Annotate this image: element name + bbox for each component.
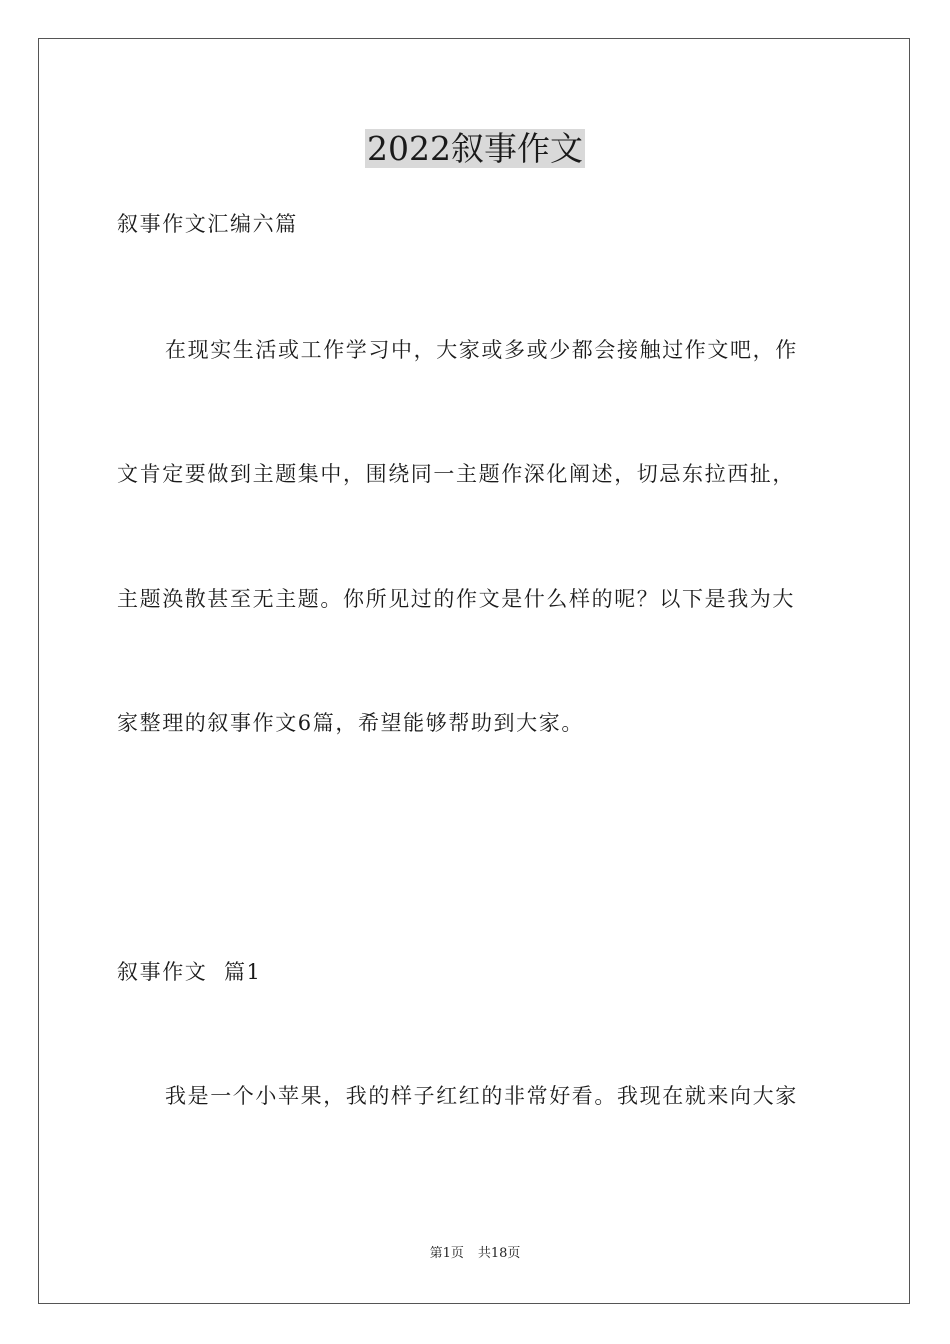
document-subtitle: 叙事作文汇编六篇 xyxy=(117,212,298,236)
page-footer xyxy=(0,1245,950,1263)
intro-line-3: 主题涣散甚至无主题。你所见过的作文是什么样的呢？以下是我为大 xyxy=(117,587,795,611)
section-line-1: 我是一个小苹果，我的样子红红的非常好看。我现在就来向大家 xyxy=(165,1084,798,1108)
title-highlight: 2022叙事作文 xyxy=(367,129,583,168)
intro-line-1: 在现实生活或工作学习中，大家或多或少都会接触过作文吧，作 xyxy=(165,338,798,362)
section-heading: 叙事作文 篇1 xyxy=(117,960,262,984)
document-title xyxy=(0,126,950,172)
intro-line-2: 文肯定要做到主题集中，围绕同一主题作深化阐述，切忌东拉西扯， xyxy=(117,462,795,486)
intro-line-4: 家整理的叙事作文6篇，希望能够帮助到大家。 xyxy=(117,711,584,735)
page-total: 共18页 xyxy=(477,1246,521,1261)
page-number: 第1页 xyxy=(429,1246,464,1261)
